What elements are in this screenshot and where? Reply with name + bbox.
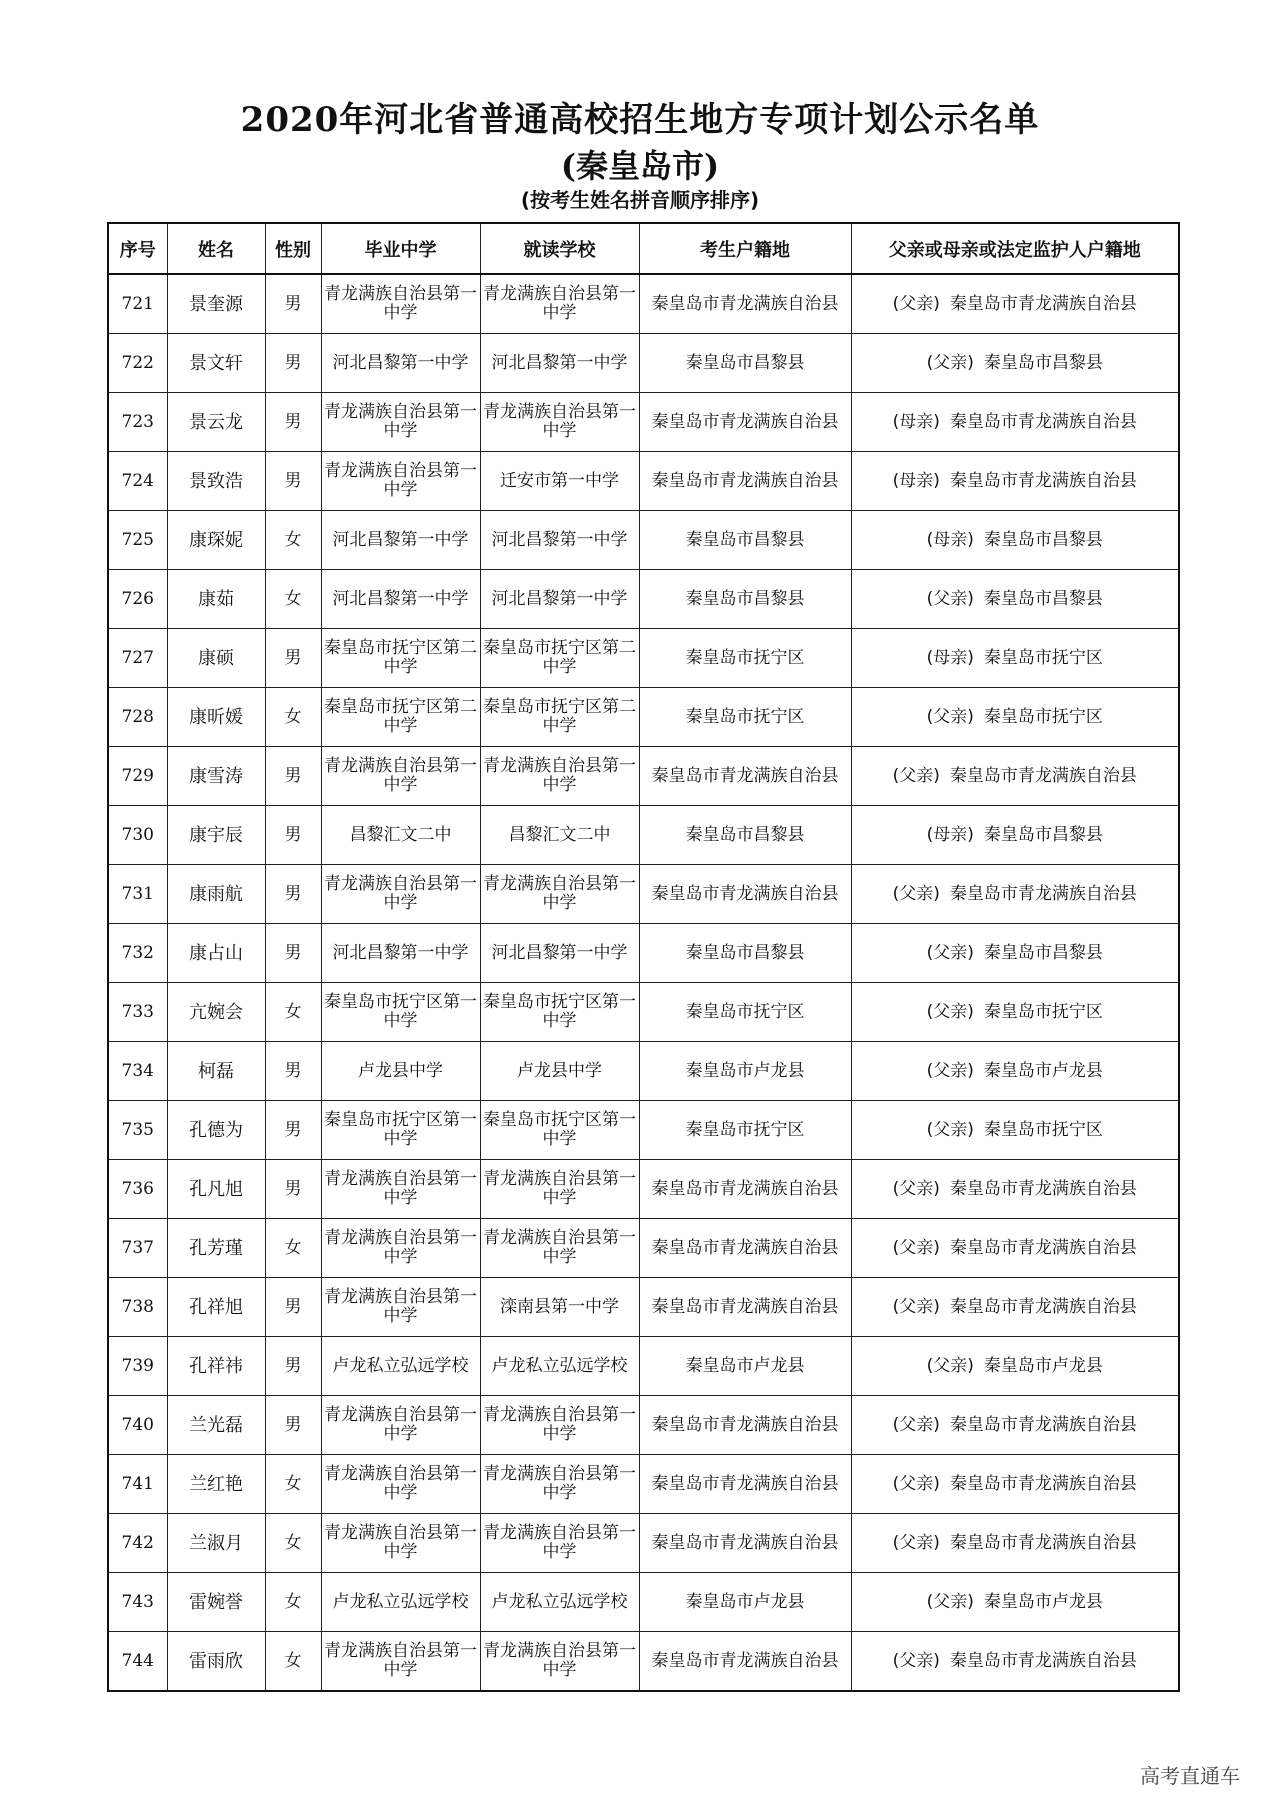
table-row (108, 1573, 1179, 1632)
cell-seq: 727 (108, 629, 167, 688)
cell-grad-school: 青龙满族自治县第一中学 (321, 274, 480, 334)
cell-household: 秦皇岛市青龙满族自治县 (639, 1396, 851, 1455)
cell-current-school: 秦皇岛市抚宁区第二中学 (480, 688, 639, 747)
document-title: 2020年河北省普通高校招生地方专项计划公示名单 (240, 100, 1040, 140)
cell-seq: 743 (108, 1573, 167, 1632)
cell-name: 康占山 (167, 924, 265, 983)
guardian-relation: (母亲) (926, 824, 974, 845)
cell-grad-school: 青龙满族自治县第一中学 (321, 1219, 480, 1278)
cell-name: 景致浩 (167, 452, 265, 511)
cell-seq: 722 (108, 334, 167, 393)
guardian-relation: (父亲) (892, 1650, 940, 1671)
cell-guardian (851, 865, 1179, 924)
cell-name: 孔祥祎 (167, 1337, 265, 1396)
table-row (108, 570, 1179, 629)
cell-name: 康琛妮 (167, 511, 265, 570)
header-seq: 序号 (108, 223, 167, 274)
cell-seq: 739 (108, 1337, 167, 1396)
cell-gender: 男 (265, 1337, 321, 1396)
guardian-household: 秦皇岛市昌黎县 (983, 352, 1103, 373)
cell-guardian (851, 1455, 1179, 1514)
cell-guardian (851, 393, 1179, 452)
guardian-relation: (父亲) (926, 1119, 974, 1140)
cell-household: 秦皇岛市昌黎县 (639, 570, 851, 629)
cell-gender: 男 (265, 629, 321, 688)
cell-grad-school: 秦皇岛市抚宁区第一中学 (321, 1101, 480, 1160)
cell-grad-school: 河北昌黎第一中学 (321, 570, 480, 629)
cell-guardian (851, 274, 1179, 334)
guardian-relation: (父亲) (892, 1178, 940, 1199)
cell-grad-school: 秦皇岛市抚宁区第二中学 (321, 629, 480, 688)
cell-grad-school: 青龙满族自治县第一中学 (321, 1278, 480, 1337)
table-row (108, 1337, 1179, 1396)
guardian-relation: (父亲) (892, 1296, 940, 1317)
cell-seq: 742 (108, 1514, 167, 1573)
cell-household: 秦皇岛市卢龙县 (639, 1337, 851, 1396)
guardian-household: 秦皇岛市青龙满族自治县 (949, 293, 1137, 314)
cell-guardian (851, 924, 1179, 983)
cell-guardian (851, 1514, 1179, 1573)
cell-household: 秦皇岛市青龙满族自治县 (639, 1278, 851, 1337)
cell-name: 康雨航 (167, 865, 265, 924)
cell-household: 秦皇岛市青龙满族自治县 (639, 1160, 851, 1219)
cell-gender: 女 (265, 1514, 321, 1573)
cell-household: 秦皇岛市卢龙县 (639, 1573, 851, 1632)
guardian-relation: (父亲) (926, 1355, 974, 1376)
cell-gender: 男 (265, 924, 321, 983)
guardian-relation: (父亲) (892, 1237, 940, 1258)
guardian-household: 秦皇岛市青龙满族自治县 (949, 1296, 1137, 1317)
cell-household: 秦皇岛市青龙满族自治县 (639, 1455, 851, 1514)
guardian-relation: (父亲) (892, 1414, 940, 1435)
cell-household: 秦皇岛市青龙满族自治县 (639, 865, 851, 924)
cell-guardian (851, 1219, 1179, 1278)
cell-name: 景云龙 (167, 393, 265, 452)
table-row (108, 1632, 1179, 1692)
guardian-household: 秦皇岛市昌黎县 (983, 588, 1103, 609)
cell-gender: 女 (265, 983, 321, 1042)
cell-grad-school: 青龙满族自治县第一中学 (321, 393, 480, 452)
table-row (108, 1455, 1179, 1514)
cell-current-school: 河北昌黎第一中学 (480, 334, 639, 393)
guardian-household: 秦皇岛市青龙满族自治县 (949, 1414, 1137, 1435)
cell-name: 景奎源 (167, 274, 265, 334)
cell-guardian (851, 452, 1179, 511)
cell-grad-school: 青龙满族自治县第一中学 (321, 452, 480, 511)
cell-seq: 734 (108, 1042, 167, 1101)
cell-current-school: 青龙满族自治县第一中学 (480, 1455, 639, 1514)
cell-household: 秦皇岛市昌黎县 (639, 924, 851, 983)
cell-current-school: 青龙满族自治县第一中学 (480, 1396, 639, 1455)
guardian-household: 秦皇岛市卢龙县 (983, 1060, 1103, 1081)
table-row (108, 274, 1179, 334)
cell-gender: 女 (265, 1219, 321, 1278)
cell-name: 兰红艳 (167, 1455, 265, 1514)
guardian-relation: (父亲) (926, 706, 974, 727)
table-row (108, 688, 1179, 747)
guardian-household: 秦皇岛市青龙满族自治县 (949, 1237, 1137, 1258)
table-row (108, 334, 1179, 393)
cell-household: 秦皇岛市青龙满族自治县 (639, 747, 851, 806)
table-row (108, 629, 1179, 688)
cell-name: 孔芳瑾 (167, 1219, 265, 1278)
cell-current-school: 秦皇岛市抚宁区第二中学 (480, 629, 639, 688)
cell-gender: 男 (265, 1042, 321, 1101)
cell-gender: 女 (265, 511, 321, 570)
cell-gender: 男 (265, 1396, 321, 1455)
guardian-household: 秦皇岛市青龙满族自治县 (949, 765, 1137, 786)
cell-current-school: 滦南县第一中学 (480, 1278, 639, 1337)
cell-seq: 736 (108, 1160, 167, 1219)
guardian-household: 秦皇岛市卢龙县 (983, 1355, 1103, 1376)
cell-household: 秦皇岛市抚宁区 (639, 1101, 851, 1160)
cell-current-school: 卢龙私立弘远学校 (480, 1337, 639, 1396)
cell-grad-school: 青龙满族自治县第一中学 (321, 1632, 480, 1692)
cell-seq: 741 (108, 1455, 167, 1514)
guardian-household: 秦皇岛市青龙满族自治县 (949, 470, 1137, 491)
cell-current-school: 昌黎汇文二中 (480, 806, 639, 865)
cell-gender: 男 (265, 1101, 321, 1160)
cell-gender: 男 (265, 1278, 321, 1337)
cell-gender: 男 (265, 274, 321, 334)
cell-guardian (851, 629, 1179, 688)
guardian-relation: (父亲) (892, 293, 940, 314)
header-grad-school: 毕业中学 (321, 223, 480, 274)
guardian-relation: (母亲) (892, 411, 940, 432)
cell-guardian (851, 1042, 1179, 1101)
cell-current-school: 青龙满族自治县第一中学 (480, 1160, 639, 1219)
cell-gender: 男 (265, 806, 321, 865)
guardian-household: 秦皇岛市昌黎县 (983, 529, 1103, 550)
guardian-household: 秦皇岛市青龙满族自治县 (949, 1178, 1137, 1199)
watermark-text: 高考直通车 (1140, 1764, 1240, 1788)
cell-name: 雷雨欣 (167, 1632, 265, 1692)
cell-seq: 732 (108, 924, 167, 983)
guardian-relation: (母亲) (926, 647, 974, 668)
table-row (108, 393, 1179, 452)
sort-note: (按考生姓名拼音顺序排序) (520, 188, 760, 212)
cell-current-school: 青龙满族自治县第一中学 (480, 1632, 639, 1692)
cell-name: 孔凡旭 (167, 1160, 265, 1219)
cell-name: 雷婉誉 (167, 1573, 265, 1632)
cell-guardian (851, 688, 1179, 747)
cell-gender: 女 (265, 1632, 321, 1692)
cell-household: 秦皇岛市卢龙县 (639, 1042, 851, 1101)
cell-grad-school: 青龙满族自治县第一中学 (321, 1396, 480, 1455)
cell-guardian (851, 1573, 1179, 1632)
cell-seq: 724 (108, 452, 167, 511)
cell-seq: 726 (108, 570, 167, 629)
guardian-relation: (母亲) (892, 470, 940, 491)
guardian-household: 秦皇岛市抚宁区 (983, 1001, 1103, 1022)
table-row (108, 511, 1179, 570)
roster-table (107, 222, 1180, 1692)
cell-guardian (851, 511, 1179, 570)
guardian-relation: (父亲) (892, 883, 940, 904)
cell-grad-school: 秦皇岛市抚宁区第二中学 (321, 688, 480, 747)
cell-grad-school: 卢龙县中学 (321, 1042, 480, 1101)
table-row (108, 924, 1179, 983)
guardian-household: 秦皇岛市青龙满族自治县 (949, 1473, 1137, 1494)
guardian-relation: (父亲) (926, 1001, 974, 1022)
cell-guardian (851, 1632, 1179, 1692)
cell-household: 秦皇岛市青龙满族自治县 (639, 393, 851, 452)
cell-household: 秦皇岛市青龙满族自治县 (639, 274, 851, 334)
cell-current-school: 青龙满族自治县第一中学 (480, 274, 639, 334)
header-household: 考生户籍地 (639, 223, 851, 274)
table-row (108, 1396, 1179, 1455)
cell-current-school: 河北昌黎第一中学 (480, 511, 639, 570)
cell-guardian (851, 1337, 1179, 1396)
cell-seq: 744 (108, 1632, 167, 1692)
cell-gender: 男 (265, 1160, 321, 1219)
cell-gender: 女 (265, 688, 321, 747)
cell-grad-school: 卢龙私立弘远学校 (321, 1573, 480, 1632)
cell-seq: 731 (108, 865, 167, 924)
cell-household: 秦皇岛市青龙满族自治县 (639, 1632, 851, 1692)
table-row (108, 1514, 1179, 1573)
guardian-household: 秦皇岛市青龙满族自治县 (949, 1650, 1137, 1671)
cell-name: 康茹 (167, 570, 265, 629)
cell-household: 秦皇岛市青龙满族自治县 (639, 1514, 851, 1573)
table-row (108, 1219, 1179, 1278)
cell-grad-school: 卢龙私立弘远学校 (321, 1337, 480, 1396)
cell-household: 秦皇岛市昌黎县 (639, 806, 851, 865)
table-row (108, 747, 1179, 806)
cell-name: 康宇辰 (167, 806, 265, 865)
cell-grad-school: 青龙满族自治县第一中学 (321, 1514, 480, 1573)
cell-household: 秦皇岛市青龙满族自治县 (639, 452, 851, 511)
guardian-household: 秦皇岛市昌黎县 (983, 824, 1103, 845)
cell-current-school: 迁安市第一中学 (480, 452, 639, 511)
cell-household: 秦皇岛市昌黎县 (639, 511, 851, 570)
header-current-school: 就读学校 (480, 223, 639, 274)
guardian-relation: (父亲) (926, 352, 974, 373)
cell-grad-school: 青龙满族自治县第一中学 (321, 747, 480, 806)
document-subtitle: (秦皇岛市) (560, 147, 720, 185)
cell-gender: 男 (265, 747, 321, 806)
cell-current-school: 河北昌黎第一中学 (480, 924, 639, 983)
guardian-household: 秦皇岛市青龙满族自治县 (949, 411, 1137, 432)
guardian-household: 秦皇岛市卢龙县 (983, 1591, 1103, 1612)
cell-seq: 737 (108, 1219, 167, 1278)
cell-household: 秦皇岛市抚宁区 (639, 629, 851, 688)
cell-guardian (851, 1396, 1179, 1455)
cell-guardian (851, 570, 1179, 629)
guardian-household: 秦皇岛市青龙满族自治县 (949, 1532, 1137, 1553)
cell-gender: 女 (265, 1573, 321, 1632)
cell-gender: 男 (265, 393, 321, 452)
cell-guardian (851, 1101, 1179, 1160)
cell-current-school: 青龙满族自治县第一中学 (480, 747, 639, 806)
cell-seq: 730 (108, 806, 167, 865)
cell-household: 秦皇岛市昌黎县 (639, 334, 851, 393)
cell-name: 康昕媛 (167, 688, 265, 747)
cell-seq: 729 (108, 747, 167, 806)
cell-guardian (851, 334, 1179, 393)
cell-household: 秦皇岛市抚宁区 (639, 983, 851, 1042)
cell-gender: 女 (265, 1455, 321, 1514)
table-row (108, 452, 1179, 511)
guardian-relation: (父亲) (926, 1060, 974, 1081)
cell-household: 秦皇岛市抚宁区 (639, 688, 851, 747)
cell-current-school: 青龙满族自治县第一中学 (480, 1219, 639, 1278)
table-row (108, 1278, 1179, 1337)
table-row (108, 806, 1179, 865)
cell-guardian (851, 983, 1179, 1042)
cell-grad-school: 青龙满族自治县第一中学 (321, 1160, 480, 1219)
guardian-relation: (父亲) (926, 942, 974, 963)
cell-current-school: 河北昌黎第一中学 (480, 570, 639, 629)
cell-seq: 733 (108, 983, 167, 1042)
guardian-relation: (父亲) (892, 1473, 940, 1494)
cell-gender: 男 (265, 334, 321, 393)
table-row (108, 1042, 1179, 1101)
header-guardian-household: 父亲或母亲或法定监护人户籍地 (851, 223, 1179, 274)
guardian-relation: (父亲) (926, 1591, 974, 1612)
cell-name: 兰光磊 (167, 1396, 265, 1455)
cell-current-school: 卢龙私立弘远学校 (480, 1573, 639, 1632)
cell-grad-school: 河北昌黎第一中学 (321, 511, 480, 570)
guardian-household: 秦皇岛市抚宁区 (983, 706, 1103, 727)
cell-grad-school: 河北昌黎第一中学 (321, 334, 480, 393)
cell-grad-school: 河北昌黎第一中学 (321, 924, 480, 983)
cell-current-school: 秦皇岛市抚宁区第一中学 (480, 1101, 639, 1160)
header-name: 姓名 (167, 223, 265, 274)
cell-seq: 725 (108, 511, 167, 570)
cell-gender: 男 (265, 452, 321, 511)
cell-current-school: 秦皇岛市抚宁区第一中学 (480, 983, 639, 1042)
cell-name: 康雪涛 (167, 747, 265, 806)
cell-gender: 男 (265, 865, 321, 924)
guardian-household: 秦皇岛市抚宁区 (983, 647, 1103, 668)
cell-grad-school: 秦皇岛市抚宁区第一中学 (321, 983, 480, 1042)
cell-guardian (851, 806, 1179, 865)
cell-current-school: 青龙满族自治县第一中学 (480, 1514, 639, 1573)
cell-name: 康硕 (167, 629, 265, 688)
cell-current-school: 卢龙县中学 (480, 1042, 639, 1101)
cell-seq: 740 (108, 1396, 167, 1455)
table-row (108, 1160, 1179, 1219)
guardian-household: 秦皇岛市昌黎县 (983, 942, 1103, 963)
cell-gender: 女 (265, 570, 321, 629)
guardian-relation: (父亲) (892, 1532, 940, 1553)
table-header-row (108, 223, 1179, 274)
cell-seq: 723 (108, 393, 167, 452)
guardian-relation: (父亲) (926, 588, 974, 609)
cell-seq: 721 (108, 274, 167, 334)
cell-seq: 728 (108, 688, 167, 747)
guardian-household: 秦皇岛市抚宁区 (983, 1119, 1103, 1140)
cell-name: 兰淑月 (167, 1514, 265, 1573)
cell-current-school: 青龙满族自治县第一中学 (480, 865, 639, 924)
cell-grad-school: 青龙满族自治县第一中学 (321, 1455, 480, 1514)
cell-name: 孔德为 (167, 1101, 265, 1160)
cell-guardian (851, 1160, 1179, 1219)
guardian-household: 秦皇岛市青龙满族自治县 (949, 883, 1137, 904)
cell-grad-school: 青龙满族自治县第一中学 (321, 865, 480, 924)
cell-seq: 738 (108, 1278, 167, 1337)
cell-household: 秦皇岛市青龙满族自治县 (639, 1219, 851, 1278)
cell-guardian (851, 1278, 1179, 1337)
roster-body (108, 274, 1179, 1691)
guardian-relation: (母亲) (926, 529, 974, 550)
cell-current-school: 青龙满族自治县第一中学 (480, 393, 639, 452)
cell-name: 亢婉会 (167, 983, 265, 1042)
table-row (108, 865, 1179, 924)
cell-name: 柯磊 (167, 1042, 265, 1101)
guardian-relation: (父亲) (892, 765, 940, 786)
cell-guardian (851, 747, 1179, 806)
cell-seq: 735 (108, 1101, 167, 1160)
table-row (108, 983, 1179, 1042)
table-row (108, 1101, 1179, 1160)
header-gender: 性别 (265, 223, 321, 274)
cell-grad-school: 昌黎汇文二中 (321, 806, 480, 865)
cell-name: 孔祥旭 (167, 1278, 265, 1337)
cell-name: 景文轩 (167, 334, 265, 393)
